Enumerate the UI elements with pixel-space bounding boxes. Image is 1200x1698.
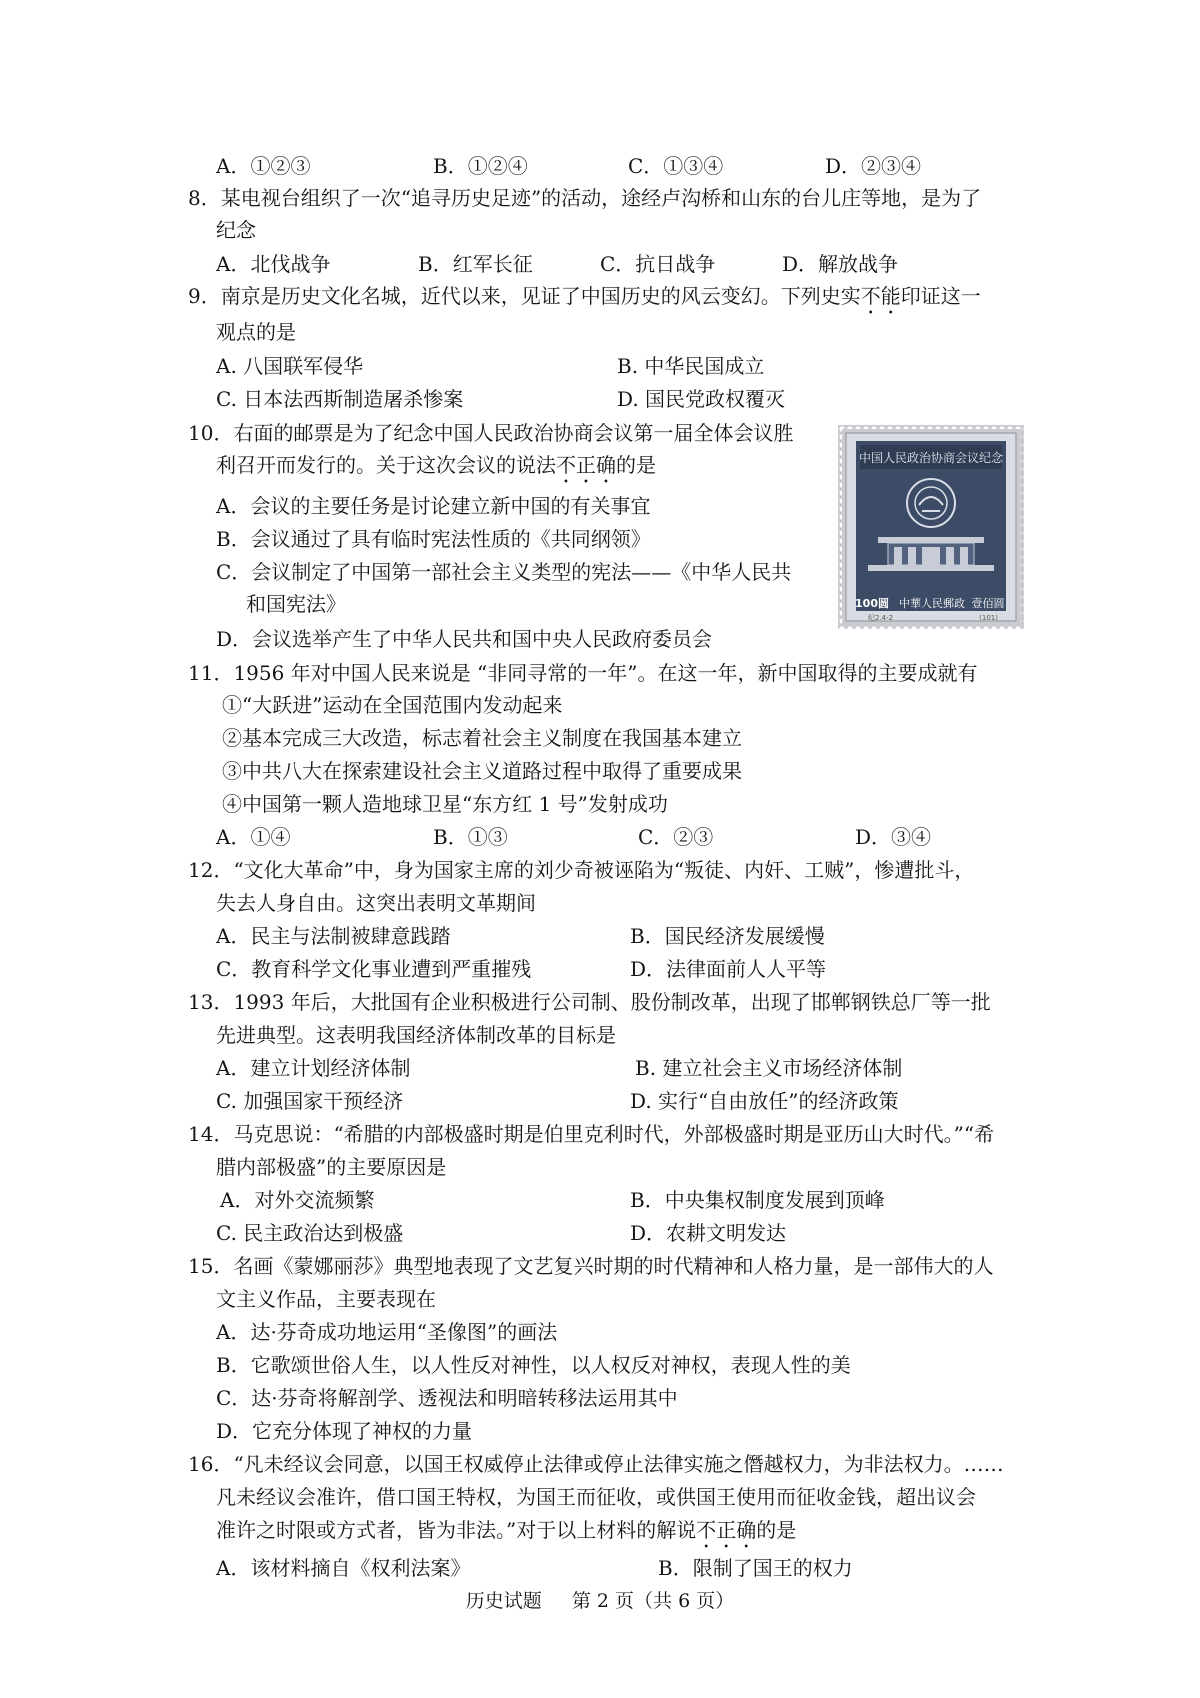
q12-option-a: A．民主与法制被肆意践踏	[216, 924, 451, 948]
q10-option-c-cont: 和国宪法》	[246, 592, 346, 616]
q10-option-d: D．会议选举产生了中华人民共和国中央人民政府委员会	[216, 627, 713, 651]
stamp-top-text: 中国人民政治协商会议纪念	[858, 451, 1004, 465]
q11-option-d: D．③④	[855, 825, 932, 849]
q15-stem-line1: 15．名画《蒙娜丽莎》典型地表现了文艺复兴时期的时代精神和人格力量，是一部伟大的人	[188, 1254, 994, 1278]
q13-stem-line1: 13．1993 年后，大批国有企业积极进行公司制、股份制改革，出现了邯郸钢铁总厂等一批	[188, 990, 991, 1014]
q11-item-1: ①“大跃进”运动在全国范围内发动起来	[222, 693, 563, 717]
q16-option-a: A．该材料摘自《权利法案》	[216, 1556, 471, 1580]
q11-option-c: C．②③	[638, 825, 714, 849]
q14-option-d: D．农耕文明发达	[630, 1221, 787, 1245]
q7-option-c: C．①③④	[628, 154, 724, 178]
q8-option-b: B．红军长征	[418, 252, 533, 276]
q13-option-b: B. 建立社会主义市场经济体制	[635, 1056, 903, 1080]
q9-stem-line2: 观点的是	[216, 320, 296, 344]
q7-option-d: D．②③④	[825, 154, 922, 178]
q7-option-b: B．①②④	[433, 154, 528, 178]
q12-option-b: B．国民经济发展缓慢	[630, 924, 825, 948]
q11-option-b: B．①③	[433, 825, 508, 849]
q9-stem-line1: 9．南京是历史文化名城，近代以来，见证了中国历史的风云变幻。下列史实不能印证这一	[188, 284, 981, 308]
q15-option-b: B．它歌颂世俗人生，以人性反对神性，以人权反对神权，表现人性的美	[216, 1353, 851, 1377]
q11-option-a: A．①④	[216, 825, 291, 849]
q12-option-d: D．法律面前人人平等	[630, 957, 827, 981]
stamp-value: 100圆	[855, 597, 889, 610]
q9-option-c: C. 日本法西斯制造屠杀惨案	[216, 387, 464, 411]
q14-stem-line2: 腊内部极盛”的主要原因是	[216, 1155, 447, 1179]
q9-option-b: B. 中华民国成立	[617, 354, 765, 378]
q14-option-c: C. 民主政治达到极盛	[216, 1221, 404, 1245]
q16-option-b: B．限制了国王的权力	[658, 1556, 853, 1580]
q8-option-d: D．解放战争	[782, 252, 899, 276]
q10-stem-line2: 利召开而发行的。关于这次会议的说法不正确的是	[216, 453, 656, 477]
q15-option-a: A．达·芬奇成功地运用“圣像图”的画法	[216, 1320, 558, 1344]
stamp-code: 纪2.4-2	[868, 614, 894, 622]
q13-option-d: D. 实行“自由放任”的经济政策	[630, 1089, 899, 1113]
q16-stem-line3: 准许之时限或方式者，皆为非法。”对于以上材料的解说不正确的是	[216, 1518, 797, 1542]
q10-stem-line1: 10．右面的邮票是为了纪念中国人民政治协商会议第一届全体会议胜	[188, 421, 794, 445]
q11-item-2: ②基本完成三大改造，标志着社会主义制度在我国基本建立	[222, 726, 742, 750]
q9-option-a: A. 八国联军侵华	[216, 354, 364, 378]
q10-emphasis: 不正确	[556, 453, 616, 477]
q12-stem-line2: 失去人身自由。这突出表明文革期间	[216, 891, 536, 915]
q16-stem-line2: 凡未经议会准许，借口国王特权，为国王而征收，或供国王使用而征收金钱，超出议会	[216, 1485, 976, 1509]
q13-stem-line2: 先进典型。这表明我国经济体制改革的目标是	[216, 1023, 616, 1047]
q10-option-a: A．会议的主要任务是讨论建立新中国的有关事宜	[216, 494, 651, 518]
footer-page-number: 第 2 页（共 6 页）	[571, 1590, 735, 1612]
pcc-commemorative-stamp	[838, 425, 1024, 629]
q13-option-c: C. 加强国家干预经济	[216, 1089, 404, 1113]
q12-stem-line1: 12．“文化大革命”中，身为国家主席的刘少奇被诬陷为“叛徒、内奸、工贼”，惨遭批斗，	[188, 858, 975, 882]
q11-item-4: ④中国第一颗人造地球卫星“东方红 1 号”发射成功	[222, 792, 668, 816]
q8-stem-line2: 纪念	[216, 218, 256, 242]
q7-option-a: A．①②③	[216, 154, 311, 178]
q10-option-b: B．会议通过了具有临时宪法性质的《共同纲领》	[216, 527, 651, 551]
q9-emphasis: 不能	[860, 284, 901, 308]
q8-option-c: C．抗日战争	[600, 252, 716, 276]
q15-option-c: C．达·芬奇将解剖学、透视法和明暗转移法运用其中	[216, 1386, 678, 1410]
q15-option-d: D．它充分体现了神权的力量	[216, 1419, 473, 1443]
footer-subject: 历史试题	[465, 1590, 542, 1612]
q16-stem-line1: 16．“凡未经议会同意，以国王权威停止法律或停止法律实施之僭越权力，为非法权力。……	[188, 1452, 1004, 1476]
q14-stem-line1: 14．马克思说：“希腊的内部极盛时期是伯里克利时代，外部极盛时期是亚历山大时代。”“希	[188, 1122, 995, 1146]
q8-option-a: A．北伐战争	[216, 252, 331, 276]
q16-emphasis: 不正确	[696, 1518, 757, 1542]
q9-option-d: D. 国民党政权覆灭	[617, 387, 786, 411]
q8-stem-line1: 8．某电视台组织了一次“追寻历史足迹”的活动，途经卢沟桥和山东的台儿庄等地，是为了	[188, 186, 982, 210]
q10-option-c: C．会议制定了中国第一部社会主义类型的宪法——《中华人民共	[216, 560, 792, 584]
q13-option-a: A．建立计划经济体制	[216, 1056, 411, 1080]
q12-option-c: C．教育科学文化事业遭到严重摧残	[216, 957, 532, 981]
q11-item-3: ③中共八大在探索建设社会主义道路过程中取得了重要成果	[222, 759, 742, 783]
stamp-issuer: 中華人民郵政	[899, 597, 965, 610]
q11-stem-line1: 11．1956 年对中国人民来说是 “非同寻常的一年”。在这一年，新中国取得的主要成就有	[188, 661, 978, 685]
stamp-serial: (101)	[979, 614, 998, 622]
q14-option-a: A．对外交流频繁	[220, 1188, 375, 1212]
q15-stem-line2: 文主义作品，主要表现在	[216, 1287, 436, 1311]
page-footer	[0, 1586, 1200, 1613]
stamp-value-chinese: 壹佰圆	[971, 597, 1005, 610]
q14-option-b: B．中央集权制度发展到顶峰	[630, 1188, 885, 1212]
